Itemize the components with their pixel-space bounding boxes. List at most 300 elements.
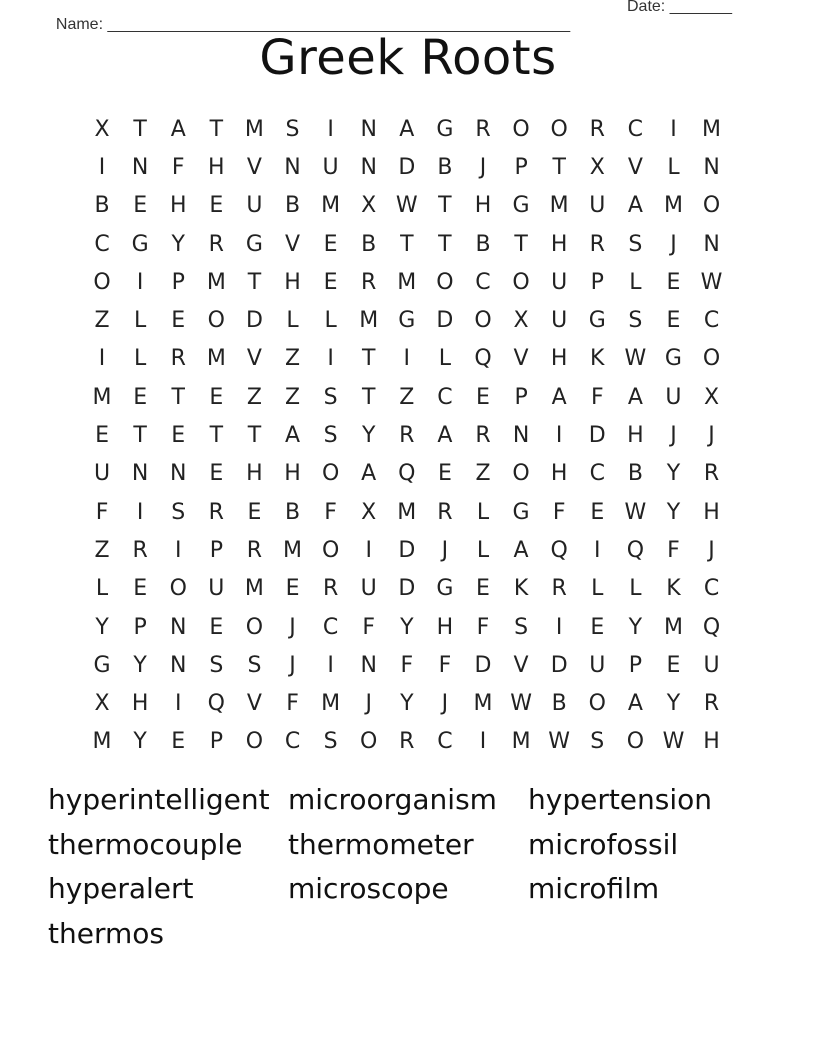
grid-letter: T [438,231,452,257]
grid-letter: X [94,691,110,717]
grid-letter: D [436,308,454,334]
grid-letter: L [591,576,604,602]
grid-letter: Q [626,537,645,563]
grid-letter: E [247,499,262,525]
grid-letter: R [551,576,567,602]
grid-letter: E [209,193,224,219]
grid-letter: A [551,384,567,410]
grid-letter: N [170,614,187,640]
word-list-item: microfossil [528,827,679,861]
grid-letter: X [513,308,529,334]
grid-letter: G [436,576,454,602]
grid-letter: E [666,269,681,295]
grid-row [83,570,731,608]
grid-letter: T [133,116,147,142]
grid-letter: H [284,269,301,295]
date-field: Date: _______ [627,0,732,15]
grid-row [83,416,731,454]
grid-letter: A [627,193,643,219]
grid-letter: R [208,231,224,257]
grid-letter: A [627,691,643,717]
grid-letter: M [244,576,264,602]
grid-letter: D [588,423,606,449]
header-fields [47,0,747,33]
word-list-item: hyperalert [48,872,194,905]
grid-letter: Y [666,461,681,487]
grid-letter: F [400,652,414,678]
grid-letter: N [170,652,187,678]
grid-letter: F [552,499,566,525]
grid-letter: L [667,154,680,180]
grid-letter: C [437,384,453,410]
grid-letter: K [590,346,605,372]
grid-letter: H [208,154,225,180]
grid-letter: T [247,269,262,295]
grid-letter: M [397,269,417,295]
grid-letter: T [209,116,224,142]
grid-letter: G [512,193,530,219]
grid-letter: M [92,384,112,410]
grid-letter: N [170,461,187,487]
grid-letter: N [131,154,149,180]
grid-letter: C [589,461,605,487]
grid-letter: O [512,269,530,295]
grid-letter: C [284,729,301,755]
grid-letter: P [628,652,642,678]
grid-letter: H [550,231,568,257]
grid-letter: Y [400,614,414,640]
grid-letter: M [283,537,302,563]
grid-letter: W [700,269,723,295]
grid-letter: L [324,308,337,334]
grid-letter: I [670,116,677,142]
grid-letter: H [169,193,187,219]
grid-letter: P [209,729,223,755]
grid-letter: C [627,116,644,142]
grid-letter: I [327,652,334,678]
grid-letter: M [92,729,112,755]
grid-letter: R [208,499,224,525]
grid-letter: U [551,269,568,295]
grid-letter: Q [398,461,416,487]
grid-letter: U [665,384,682,410]
grid-letter: K [666,576,681,602]
grid-letter: S [628,308,643,334]
grid-letter: B [94,193,110,219]
grid-letter: E [323,231,338,257]
grid-letter: Q [550,537,568,563]
grid-letter: A [437,423,453,449]
page-title: Greek Roots [259,30,557,86]
grid-letter: R [437,499,453,525]
grid-letter: O [360,729,378,755]
grid-letter: S [323,423,338,449]
grid-letter: O [245,614,264,640]
grid-letter: H [474,193,492,219]
grid-letter: L [476,537,490,563]
grid-letter: H [436,614,454,640]
grid-letter: I [403,346,411,372]
grid-letter: O [321,461,340,487]
grid-letter: G [398,308,416,334]
grid-letter: R [703,461,720,487]
grid-letter: Z [475,461,491,487]
name-field: Name: ____________________________________________________ [55,16,571,33]
grid-letter: R [399,729,415,755]
grid-letter: Y [666,499,681,525]
grid-letter: I [327,346,334,372]
word-list-item: microscope [288,872,449,905]
grid-letter: R [361,269,377,295]
grid-letter: D [398,537,416,563]
grid-letter: T [361,384,376,410]
word-list [48,778,768,956]
grid-letter: Z [399,384,415,410]
grid-letter: R [589,231,605,257]
grid-letter: R [703,691,720,717]
grid-letter: X [94,116,110,142]
grid-letter: P [133,614,147,640]
grid-row [83,187,731,225]
grid-letter: M [473,691,493,717]
grid-letter: M [663,614,683,640]
grid-letter: J [441,691,449,717]
grid-letter: B [361,231,377,257]
grid-letter: T [209,423,224,449]
grid-letter: X [589,154,605,180]
grid-letter: F [171,154,185,180]
grid-letter: H [131,691,149,717]
grid-letter: N [360,154,377,180]
grid-letter: M [702,116,722,142]
grid-letter: J [289,652,296,678]
grid-letter: N [360,116,377,142]
grid-letter: U [589,652,606,678]
grid-letter: V [513,346,529,372]
grid-letter: Q [702,614,721,640]
grid-letter: U [208,576,225,602]
grid-row [83,301,731,339]
grid-letter: M [244,116,264,142]
grid-letter: R [322,576,339,602]
grid-letter: O [321,537,340,563]
grid-letter: O [702,346,721,372]
grid-letter: U [551,308,568,334]
grid-letter: G [512,499,530,525]
grid-letter: V [284,231,301,257]
grid-letter: O [588,691,606,717]
grid-letter: E [437,461,452,487]
grid-letter: Y [133,729,147,755]
grid-letter: Z [284,346,301,372]
grid-letter: Q [474,346,492,372]
grid-letter: Y [400,691,414,717]
grid-letter: R [589,116,605,142]
grid-row [83,493,731,531]
grid-letter: R [170,346,186,372]
grid-letter: C [475,269,491,295]
grid-letter: T [133,423,147,449]
grid-letter: P [590,269,604,295]
grid-letter: T [514,231,528,257]
grid-letter: L [629,269,642,295]
grid-letter: I [174,691,182,717]
word-list-item: hyperintelligent [48,783,270,816]
grid-letter: E [171,729,186,755]
grid-letter: C [703,576,720,602]
grid-letter: F [324,499,337,525]
grid-letter: N [703,154,720,180]
grid-letter: Z [246,384,262,410]
grid-letter: E [323,269,338,295]
grid-letter: L [286,308,299,334]
grid-letter: J [708,537,715,563]
grid-letter: T [552,154,566,180]
grid-letter: N [131,461,149,487]
grid-letter: O [93,269,111,295]
word-list-item: thermocouple [48,827,243,861]
grid-letter: J [365,691,372,717]
grid-letter: I [136,269,144,295]
grid-letter: B [627,461,643,487]
grid-letter: E [476,576,490,602]
letter-grid [83,110,731,761]
grid-letter: O [245,729,264,755]
grid-letter: H [703,729,720,755]
grid-letter: B [284,193,301,219]
grid-letter: I [174,537,182,563]
grid-letter: F [476,614,490,640]
grid-letter: M [663,193,683,219]
grid-letter: W [624,346,647,372]
word-list-item: hypertension [528,783,713,816]
grid-letter: E [590,614,605,640]
grid-letter: W [662,729,685,755]
grid-letter: G [131,231,149,257]
grid-letter: O [550,116,568,142]
grid-letter: A [284,423,301,449]
grid-letter: J [289,614,296,640]
grid-row [83,531,731,569]
grid-letter: U [360,576,377,602]
grid-letter: V [246,346,262,372]
grid-letter: Y [133,652,147,678]
grid-letter: B [284,499,301,525]
grid-letter: V [627,154,643,180]
grid-letter: E [209,461,224,487]
grid-row [83,684,731,722]
grid-letter: Z [94,308,110,334]
word-list-item: microfilm [528,872,660,905]
grid-letter: L [476,499,490,525]
grid-letter: E [476,384,490,410]
grid-letter: P [514,384,528,410]
grid-letter: V [246,691,262,717]
grid-letter: E [95,423,109,449]
grid-letter: N [360,652,377,678]
grid-letter: H [284,461,301,487]
grid-letter: M [397,499,417,525]
grid-letter: T [361,346,376,372]
grid-letter: S [628,231,643,257]
grid-row [83,723,731,761]
grid-letter: R [475,423,491,449]
grid-letter: M [511,729,531,755]
grid-letter: I [136,499,144,525]
grid-letter: O [207,308,225,334]
grid-letter: O [169,576,187,602]
grid-letter: M [549,193,569,219]
word-list-item: thermometer [288,827,474,861]
grid-row [83,646,731,684]
grid-letter: U [703,652,720,678]
word-list-item: microorganism [288,783,497,816]
grid-row [83,340,731,378]
grid-letter: E [133,576,148,602]
grid-letter: R [246,537,263,563]
grid-letter: N [703,231,720,257]
grid-letter: E [285,576,300,602]
grid-letter: L [134,346,147,372]
grid-letter: H [550,461,568,487]
grid-letter: S [514,614,529,640]
grid-letter: D [550,652,568,678]
grid-letter: J [708,423,715,449]
grid-letter: S [323,384,338,410]
grid-row [83,378,731,416]
grid-letter: Y [95,614,109,640]
grid-letter: E [666,308,681,334]
grid-letter: S [209,652,224,678]
grid-letter: G [588,308,606,334]
grid-letter: C [322,614,339,640]
grid-letter: M [206,269,226,295]
grid-letter: F [95,499,109,525]
grid-row [83,608,731,646]
grid-letter: M [359,308,379,334]
grid-letter: W [624,499,647,525]
grid-letter: A [170,116,186,142]
grid-letter: U [93,461,111,487]
grid-letter: C [94,231,110,257]
grid-letter: T [171,384,185,410]
grid-letter: L [95,576,109,602]
grid-letter: F [362,614,376,640]
grid-letter: E [209,384,224,410]
grid-letter: R [132,537,148,563]
grid-letter: I [98,346,106,372]
grid-letter: S [285,116,300,142]
grid-letter: W [395,193,418,219]
grid-letter: I [479,729,487,755]
grid-letter: D [474,652,492,678]
grid-row [83,225,731,263]
grid-letter: J [670,231,677,257]
grid-letter: S [590,729,605,755]
grid-letter: L [134,308,147,334]
grid-letter: O [702,193,721,219]
grid-letter: O [436,269,454,295]
grid-letter: O [512,461,530,487]
grid-letter: D [398,576,416,602]
grid-letter: I [594,537,601,563]
grid-letter: P [209,537,223,563]
grid-letter: E [133,193,148,219]
grid-letter: Y [171,231,185,257]
grid-letter: B [475,231,491,257]
grid-letter: E [209,614,224,640]
grid-letter: E [666,652,681,678]
grid-letter: L [438,346,452,372]
grid-letter: C [437,729,453,755]
grid-letter: O [512,116,530,142]
grid-letter: A [627,384,643,410]
grid-letter: I [98,154,106,180]
grid-letter: E [590,499,605,525]
grid-letter: H [246,461,263,487]
grid-letter: X [704,384,720,410]
grid-letter: I [555,423,563,449]
grid-letter: P [171,269,185,295]
grid-letter: T [247,423,262,449]
grid-letter: M [206,346,226,372]
grid-letter: A [361,461,377,487]
grid-letter: J [441,537,449,563]
grid-letter: W [510,691,532,717]
grid-letter: P [514,154,528,180]
grid-letter: V [513,652,529,678]
grid-letter: H [627,423,644,449]
grid-letter: I [555,614,563,640]
grid-letter: O [626,729,645,755]
grid-letter: Y [628,614,643,640]
grid-letter: I [365,537,372,563]
grid-letter: D [398,154,416,180]
grid-row [83,455,731,493]
grid-letter: D [245,308,263,334]
grid-letter: Q [207,691,225,717]
grid-row [83,110,731,148]
grid-letter: U [246,193,263,219]
grid-letter: E [171,308,186,334]
grid-letter: S [247,652,262,678]
grid-letter: M [321,193,341,219]
grid-letter: N [284,154,301,180]
grid-letter: V [246,154,262,180]
grid-letter: R [399,423,415,449]
grid-letter: U [322,154,339,180]
grid-letter: X [361,499,377,525]
grid-letter: G [93,652,111,678]
grid-letter: T [438,193,452,219]
grid-letter: M [321,691,341,717]
grid-letter: F [438,652,452,678]
grid-letter: E [133,384,148,410]
grid-letter: N [512,423,530,449]
grid-letter: F [667,537,680,563]
grid-letter: E [171,423,186,449]
grid-letter: T [400,231,414,257]
grid-letter: H [703,499,720,525]
grid-row [83,263,731,301]
grid-letter: A [399,116,415,142]
grid-letter: I [327,116,334,142]
grid-letter: L [629,576,642,602]
grid-letter: Z [94,537,110,563]
grid-letter: U [589,193,606,219]
grid-letter: G [245,231,263,257]
grid-letter: S [171,499,186,525]
